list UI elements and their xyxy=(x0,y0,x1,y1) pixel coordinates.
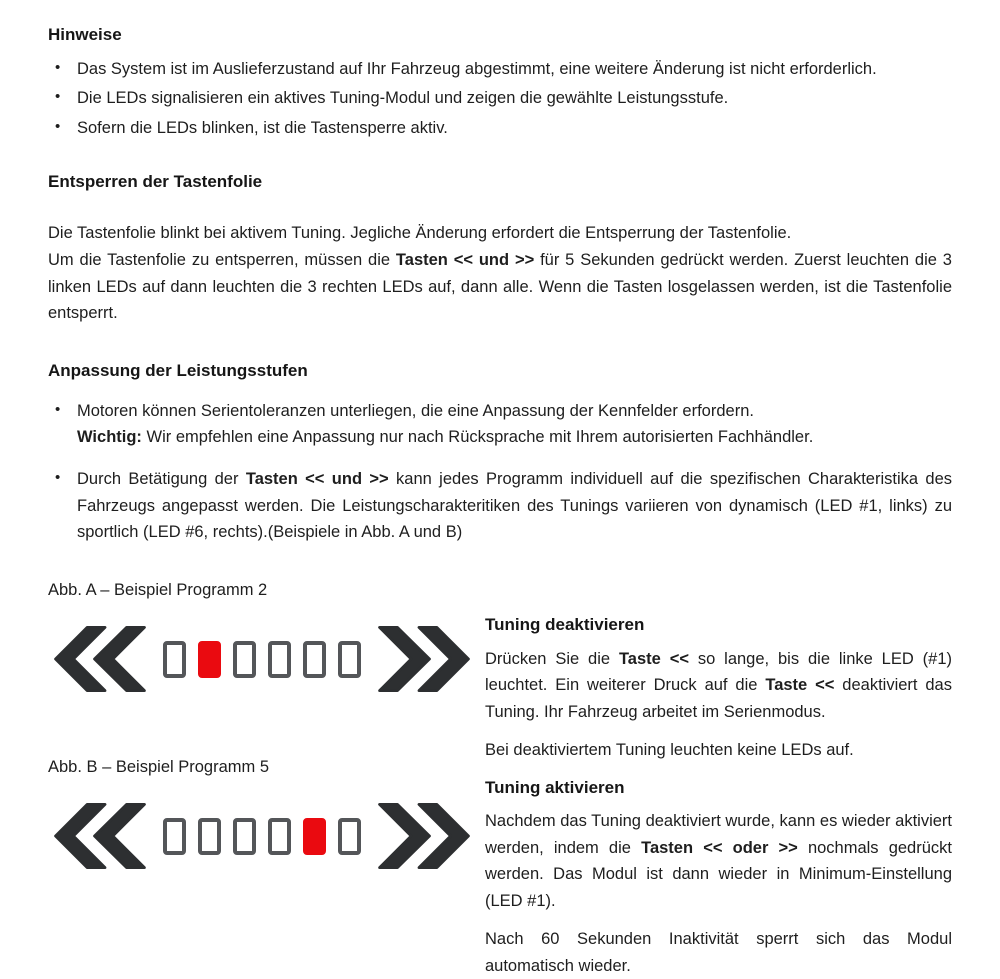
double-chevron-right-icon xyxy=(378,626,470,692)
bullet-icon: • xyxy=(55,58,61,76)
paragraph: Bei deaktiviertem Tuning leuchten keine LEDs auf. xyxy=(485,740,854,759)
led-5 xyxy=(303,641,326,678)
section-title-anpassung: Anpassung der Leistungsstufen xyxy=(48,361,308,381)
hinweise-bullet-list xyxy=(48,56,952,142)
bullet-icon: • xyxy=(55,400,61,418)
led-6 xyxy=(338,641,361,678)
section-title-tuning-aktivieren: Tuning aktivieren xyxy=(485,777,625,797)
led-5-active xyxy=(303,818,326,855)
led-2 xyxy=(198,818,221,855)
led-1 xyxy=(163,641,186,678)
bullet-text: Das System ist im Auslieferzustand auf Ihr Fahrzeug abgestimmt, eine weitere Änderung ist nicht erforderlich. xyxy=(77,59,877,78)
section-title-hinweise: Hinweise xyxy=(48,25,122,44)
paragraph: Nachdem das Tuning deaktiviert wurde, kann es wieder aktiviert werden, indem die Tasten << oder >> nochmals gedrückt werden. Das Modul ist dann wieder in Minimum-Einstellung (LED #1). xyxy=(485,812,952,911)
list-item xyxy=(48,115,952,142)
section-entsperren xyxy=(48,169,952,327)
double-chevron-left-icon xyxy=(54,803,146,869)
list-item xyxy=(48,466,952,546)
led-1 xyxy=(163,818,186,855)
bullet-icon: • xyxy=(55,88,61,106)
led-row xyxy=(163,641,361,678)
section-hinweise xyxy=(48,22,952,142)
led-3 xyxy=(233,818,256,855)
paragraph: Um die Tastenfolie zu entsperren, müssen die Tasten << und >> für 5 Sekunden gedrückt werden. Zuerst leuchten die 3 linken LEDs auf dann leuchten die 3 rechten LEDs auf, dann alle. Wenn die Tasten losgelassen werden, ist die Tastenfolie entsperrt. xyxy=(48,250,952,323)
paragraph: Die Tastenfolie blinkt bei aktivem Tuning. Jegliche Änderung erfordert die Entsperrung der Tastenfolie. xyxy=(48,224,792,243)
figure-b-caption: Abb. B – Beispiel Programm 5 xyxy=(48,758,270,777)
list-item xyxy=(48,398,952,451)
section-anpassung xyxy=(48,358,952,546)
bullet-icon: • xyxy=(55,468,61,486)
list-item xyxy=(48,56,952,83)
figure-a-caption: Abb. A – Beispiel Programm 2 xyxy=(48,581,268,600)
list-item xyxy=(48,85,952,112)
bullet-text: Die LEDs signalisieren ein aktives Tuning-Modul und zeigen die gewählte Leistungsstufe. xyxy=(77,89,729,108)
led-3 xyxy=(233,641,256,678)
double-chevron-left-icon xyxy=(54,626,146,692)
bullet-text: Durch Betätigung der Tasten << und >> kann jedes Programm individuell auf die spezifischen Charakteristika des Fahrzeugs angepasst werden. Die Leistungscharakteritiken des Tunings variieren von dynamisch (LED #1, links) zu sportlich (LED #6, rechts).(Beispiele in Abb. A und B) xyxy=(77,469,952,542)
led-row xyxy=(163,818,361,855)
double-chevron-right-icon xyxy=(378,803,470,869)
instructions-column xyxy=(485,612,952,979)
led-2-active xyxy=(198,641,221,678)
bullet-icon: • xyxy=(55,117,61,135)
led-6 xyxy=(338,818,361,855)
led-module-figure-b xyxy=(54,803,485,869)
paragraph: Drücken Sie die Taste << so lange, bis die linke LED (#1) leuchtet. Ein weiterer Druck auf die Taste << deaktiviert das Tuning. Ihr Fahrzeug arbeitet im Serienmodus. xyxy=(485,649,953,722)
bullet-text: Sofern die LEDs blinken, ist die Tastensperre aktiv. xyxy=(77,118,448,137)
paragraph: Nach 60 Sekunden Inaktivität sperrt sich das Modul automatisch wieder. xyxy=(485,929,952,975)
led-4 xyxy=(268,818,291,855)
figure-area xyxy=(48,579,952,979)
bullet-text: Motoren können Serientoleranzen unterliegen, die eine Anpassung der Kennfelder erfordern. Wichtig: Wir empfehlen eine Anpassung nur nach Rücksprache mit Ihrem autorisierten Fachhändler. xyxy=(77,401,814,447)
figure-column xyxy=(48,579,485,979)
led-module-figure-a xyxy=(54,626,485,692)
section-title-entsperren: Entsperren der Tastenfolie xyxy=(48,171,263,191)
section-title-tuning-deaktivieren: Tuning deaktivieren xyxy=(485,615,645,635)
anpassung-bullet-list xyxy=(48,398,952,547)
led-4 xyxy=(268,641,291,678)
